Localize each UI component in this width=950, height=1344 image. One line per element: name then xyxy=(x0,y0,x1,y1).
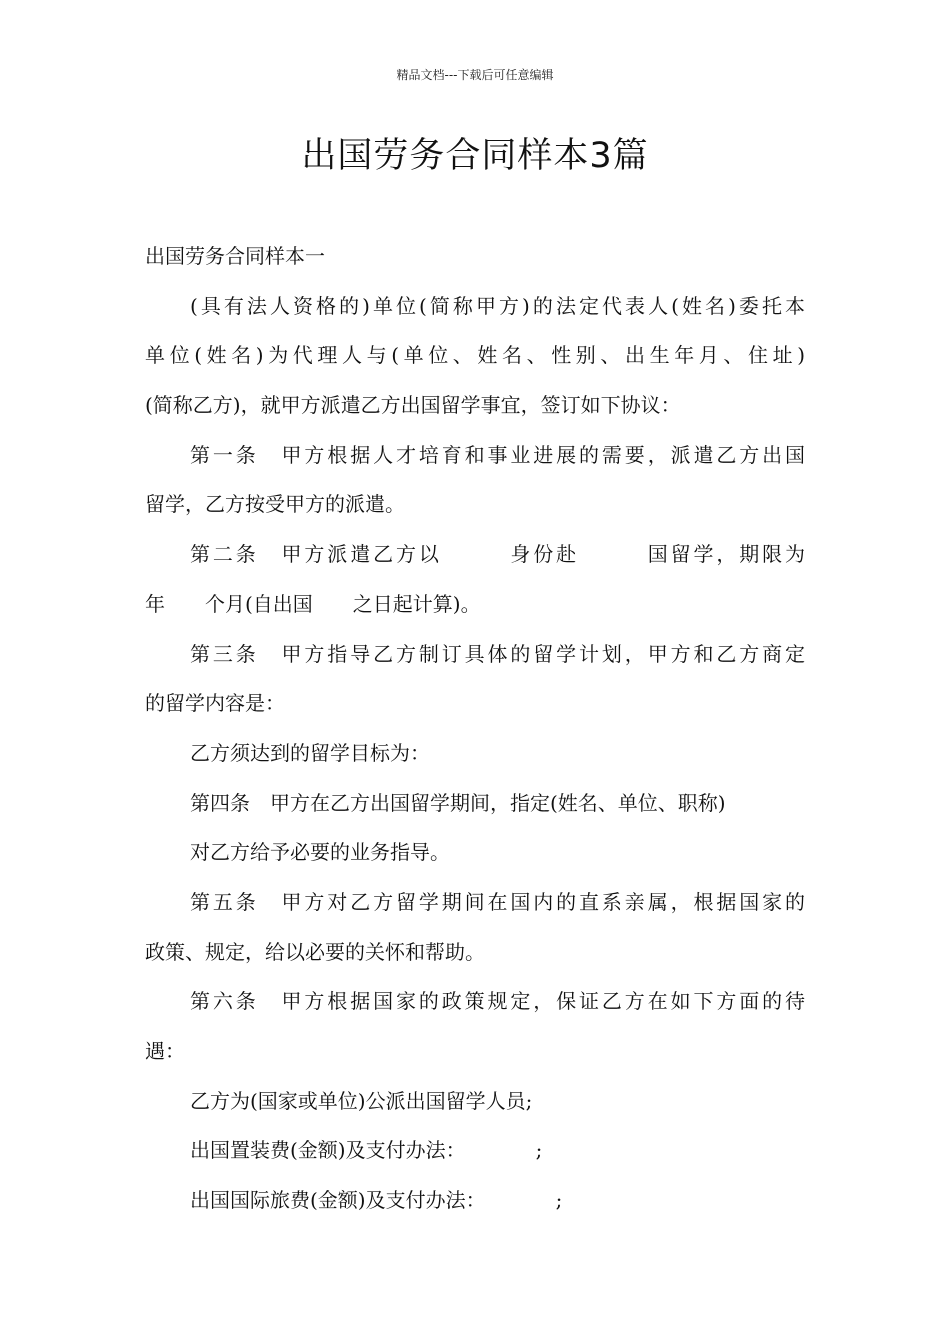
article-2-line: 年 个月(自出国 之日起计算)。 xyxy=(145,591,481,616)
paragraph-line: (具有法人资格的)单位(简称甲方)的法定代表人(姓名)委托本 xyxy=(190,293,805,318)
paragraph-line: 单位(姓名)为代理人与(单位、姓名、性别、出生年月、住址) xyxy=(145,343,805,368)
article-3-line: 第三条 甲方指导乙方制订具体的留学计划，甲方和乙方商定 xyxy=(190,641,805,666)
article-1-line: 第一条 甲方根据人才培育和事业进展的需要，派遣乙方出国 xyxy=(190,442,805,467)
paragraph-line: 乙方为(国家或单位)公派出国留学人员; xyxy=(190,1088,533,1113)
document-body xyxy=(145,232,805,1226)
article-5-line: 第五条 甲方对乙方留学期间在国内的直系亲属，根据国家的 xyxy=(190,889,805,914)
article-4-line: 对乙方给予必要的业务指导。 xyxy=(190,840,450,865)
article-1-line: 留学，乙方按受甲方的派遣。 xyxy=(145,492,405,517)
article-6-line: 遇： xyxy=(145,1039,185,1063)
article-5-line: 政策、规定，给以必要的关怀和帮助。 xyxy=(145,939,485,964)
paragraph-line: 出国国际旅费(金额)及支付办法： ; xyxy=(190,1188,563,1213)
article-6-line: 第六条 甲方根据国家的政策规定，保证乙方在如下方面的待 xyxy=(190,989,805,1014)
paragraph-line: 乙方须达到的留学目标为： xyxy=(190,740,430,765)
paragraph-line: 出国置装费(金额)及支付办法： ; xyxy=(190,1138,543,1163)
header-note: 精品文档---下载后可任意编辑 xyxy=(396,68,554,82)
article-3-line: 的留学内容是： xyxy=(145,691,285,716)
document-title: 出国劳务合同样本3篇 xyxy=(301,136,649,176)
paragraph-line: (简称乙方)，就甲方派遣乙方出国留学事宜，签订如下协议： xyxy=(145,393,681,418)
article-4-line: 第四条 甲方在乙方出国留学期间，指定(姓名、单位、职称) xyxy=(190,790,726,815)
article-2-line: 第二条 甲方派遣乙方以 身份赴 国留学，期限为 xyxy=(190,542,805,567)
section-heading: 出国劳务合同样本一 xyxy=(145,244,325,268)
